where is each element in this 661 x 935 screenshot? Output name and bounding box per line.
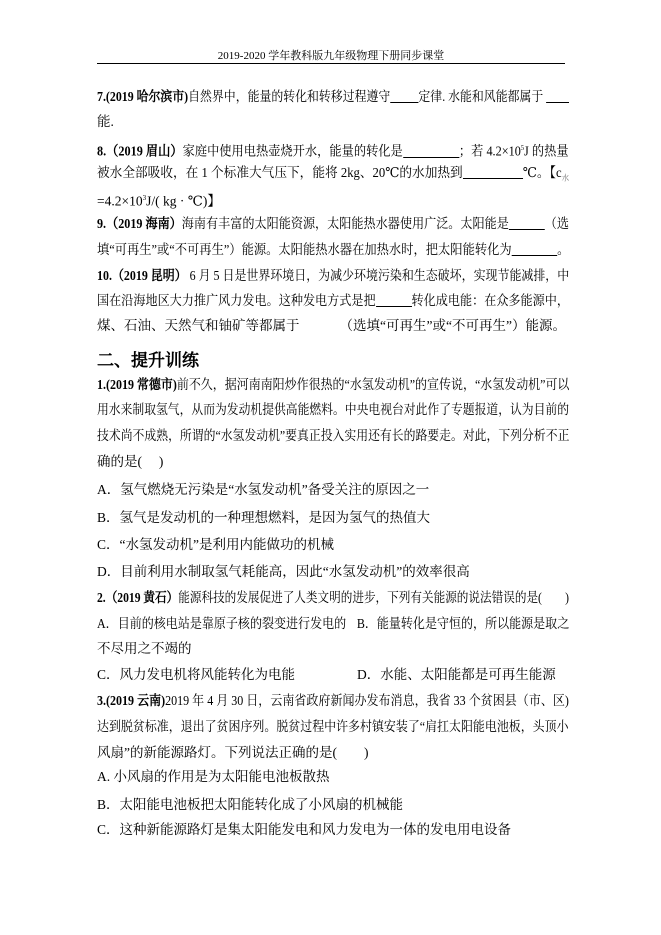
q9-line2 (97, 241, 570, 259)
q8-text: =4.2×10 (97, 193, 143, 209)
p1-line2: 用水来制取氢气，从而为发动机提供高能燃料。中央电视台对此作了专题报道，认为目前的 (97, 402, 569, 417)
q7-line2: 能. (97, 114, 114, 129)
q10-number: 10.（2019 昆明） (97, 268, 187, 283)
p2-line1 (97, 589, 569, 607)
p1-number: 1.(2019 常德市) (97, 377, 177, 392)
q9-number: 9.（2019 海南） (97, 216, 182, 231)
p3-option-a[interactable]: A. 小风扇的作用是为太阳能电池板散热 (97, 769, 330, 784)
answer-blank[interactable] (512, 241, 557, 256)
answer-blank[interactable] (463, 164, 523, 179)
q10-line2 (97, 292, 569, 310)
p2-number: 2.（2019 黄石） (97, 590, 179, 605)
q9-text: 海南有丰富的太阳能资源，太阳能热水器使用广泛。太阳能是 (181, 216, 509, 231)
p3-line1 (97, 692, 569, 710)
p3-option-c[interactable]: C．这种新能源路灯是集太阳能发电和风力发电为一体的发电用电设备 (97, 822, 512, 837)
answer-blank[interactable] (300, 317, 340, 332)
q9-text: （选 (544, 216, 569, 231)
p1-line1 (97, 376, 570, 394)
q7-line1 (97, 88, 544, 106)
q10-text: （选填“可再生”或“不可再生”）能源。 (339, 318, 566, 333)
q8-text: ℃。【c (522, 165, 562, 180)
q10-line3 (97, 317, 565, 335)
p1-text: 前不久，据河南南阳炒作很热的“水氢发动机”的宣传说，“水氢发动机”可以 (176, 377, 570, 392)
q8-text: J/( kg · ℃)】 (146, 193, 221, 209)
p2-option-b[interactable]: B．能量转化是守恒的，所以能源是取之 (356, 616, 570, 631)
p2-options-ab (97, 615, 570, 633)
q8-line1 (97, 139, 569, 161)
p2-option-c[interactable]: C．风力发电机将风能转化为电能 (97, 667, 296, 682)
p3-option-b[interactable]: B．太阳能电池板把太阳能转化成了小风扇的机械能 (97, 797, 404, 812)
subscript: 水 (561, 173, 570, 183)
p2-text: 能源科技的发展促进了人类文明的进步，下列有关能源的说法错误的是( ) (178, 590, 569, 605)
q8-line2 (97, 164, 570, 188)
p1-option-b[interactable]: B．氢气是发动机的一种理想燃料，是因为氢气的热值大 (97, 510, 431, 525)
section-title: 二、提升训练 (97, 351, 199, 371)
q8-text: 家庭中使用电热壶烧开水，能量的转化是 (182, 143, 403, 159)
header-rule (97, 63, 565, 64)
p1-option-a[interactable]: A．氢气燃烧无污染是“水氢发动机”备受关注的原因之一 (97, 482, 430, 497)
q8-text: ；若 4.2×10 (458, 143, 521, 159)
page-header: 2019-2020 学年教科版九年级物理下册同步课堂 (217, 50, 445, 62)
q10-text: 转化成电能：在众多能源中， (411, 293, 569, 308)
q9-text: 。 (557, 242, 570, 257)
q7-number: 7.(2019 哈尔滨市) (97, 89, 189, 104)
p3-number: 3.(2019 云南) (97, 693, 166, 708)
q8-text: 被水全部吸收，在 1 个标准大气压下，能将 2kg、20℃的水加热到 (97, 165, 463, 180)
p3-line3: 风扇”的新能源路灯。下列说法正确的是( ) (97, 745, 369, 760)
p1-option-d[interactable]: D．目前利用水制取氢气耗能高，因此“水氢发动机”的效率很高 (97, 564, 470, 579)
p1-option-c[interactable]: C．“水氢发动机”是利用内能做功的机械 (97, 537, 334, 552)
q8-line3 (97, 189, 565, 211)
p2-option-d[interactable]: D．水能、太阳能都是可再生能源 (357, 667, 556, 682)
q9-text: 填“可再生”或“不可再生”）能源。太阳能热水器在加热水时，把太阳能转化为 (97, 242, 512, 257)
p2-option-b-cont: 不尽用之不竭的 (97, 641, 192, 656)
q10-text: 国在沿海地区大力推广风力发电。这种发电方式是把 (97, 293, 376, 308)
answer-blank[interactable] (390, 88, 418, 103)
exponent: 5 (520, 144, 525, 152)
answer-blank[interactable] (376, 292, 412, 307)
q10-line1 (97, 267, 570, 285)
q9-line1 (97, 215, 569, 233)
answer-blank[interactable] (546, 88, 569, 103)
p3-line2: 达到脱贫标准，退出了贫困序列。脱贫过程中许多村镇安装了“肩扛太阳能电池板，头顶小 (97, 719, 569, 734)
q8-text: J 的热量 (524, 143, 569, 159)
p1-line4: 确的是( ) (97, 454, 164, 469)
p2-option-a[interactable]: A．目前的核电站是靠原子核的裂变进行发电的 (97, 616, 347, 631)
exponent: 3 (142, 194, 147, 202)
answer-blank[interactable] (403, 143, 459, 158)
q8-number: 8.（2019 眉山） (97, 143, 183, 159)
q10-text: 煤、石油、天然气和铀矿等都属于 (97, 318, 300, 333)
p2-options-cd (97, 666, 565, 684)
q7-text: 定律. 水能和风能都属于 (418, 89, 544, 104)
answer-blank[interactable] (509, 215, 545, 230)
p1-line3: 技术尚不成熟，所谓的“水氢发动机”要真正投入实用还有长的路要走。对此，下列分析不正 (97, 428, 570, 443)
p3-text: 2019 年 4 月 30 日，云南省政府新闻办发布消息，我省 33 个贫困县（市、区) (165, 693, 569, 708)
q10-text: 6 月 5 日是世界环境日，为减少环境污染和生态破坏，实现节能减排，中 (189, 268, 570, 283)
q7-text: 自然界中，能量的转化和转移过程遵守 (188, 89, 391, 104)
